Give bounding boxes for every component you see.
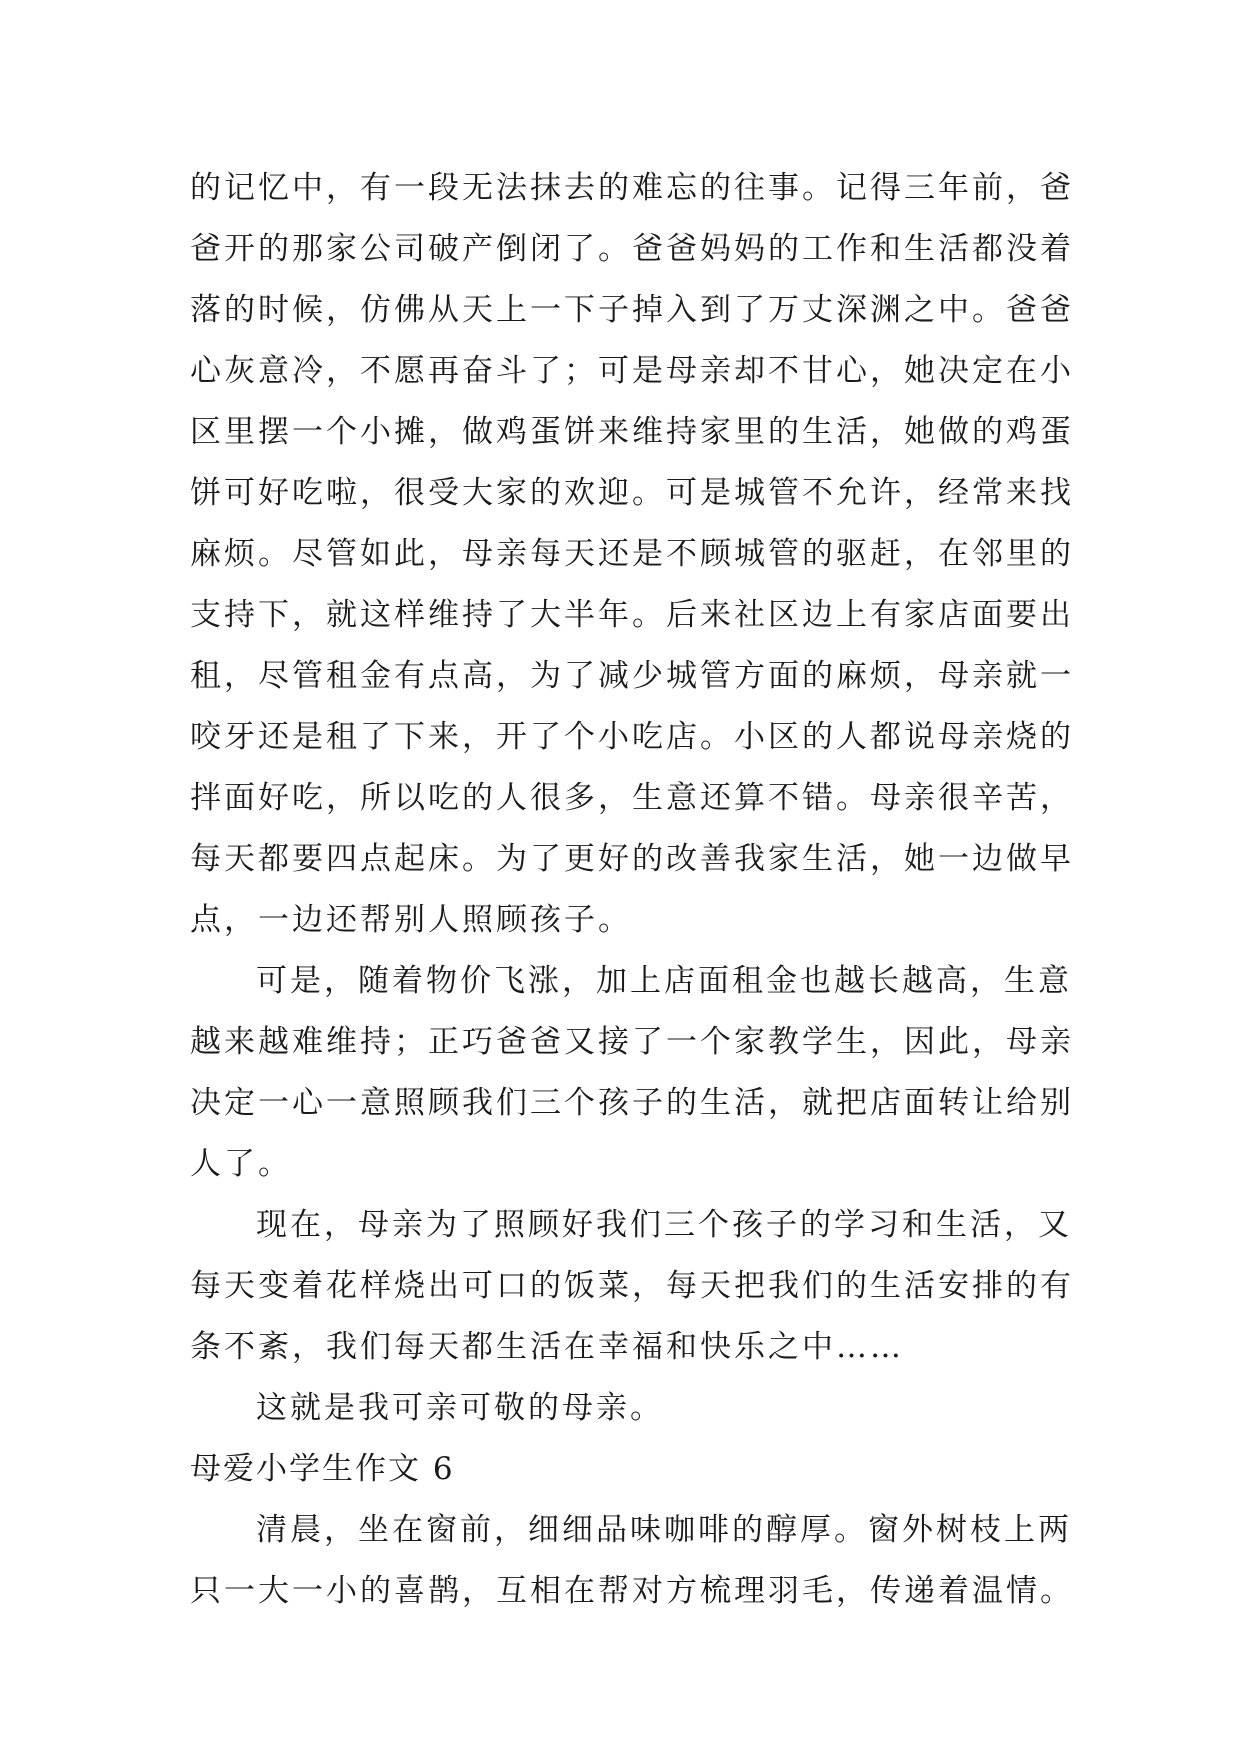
text-line: 每天都要四点起床。为了更好的改善我家生活，她一边做早	[190, 841, 1074, 877]
text-line: 人了。	[190, 1146, 292, 1182]
text-line: 麻烦。尽管如此，母亲每天还是不顾城管的驱赶，在邻里的	[190, 536, 1074, 572]
paragraph-3	[190, 1195, 1074, 1378]
text-line: 清晨，坐在窗前，细细品味咖啡的醇厚。窗外树枝上两	[256, 1512, 1072, 1548]
text-line: 决定一心一意照顾我们三个孩子的生活，就把店面转让给别	[190, 1085, 1074, 1121]
paragraph-5	[190, 1500, 1074, 1622]
text-line: 区里摆一个小摊，做鸡蛋饼来维持家里的生活，她做的鸡蛋	[190, 414, 1074, 450]
paragraph-1	[190, 158, 1074, 951]
text-line: 爸开的那家公司破产倒闭了。爸爸妈妈的工作和生活都没着	[190, 231, 1074, 267]
paragraph-2	[190, 951, 1074, 1195]
text-line: 饼可好吃啦，很受大家的欢迎。可是城管不允许，经常来找	[190, 475, 1074, 511]
text-line: 点，一边还帮别人照顾孩子。	[190, 902, 632, 938]
section-heading: 母爱小学生作文 6	[190, 1451, 455, 1487]
text-line: 这就是我可亲可敬的母亲。	[256, 1390, 664, 1426]
text-line: 可是，随着物价飞涨，加上店面租金也越长越高，生意	[256, 963, 1072, 999]
text-line: 的记忆中，有一段无法抹去的难忘的往事。记得三年前，爸	[190, 170, 1074, 206]
text-line: 支持下，就这样维持了大半年。后来社区边上有家店面要出	[190, 597, 1074, 633]
text-line: 条不紊，我们每天都生活在幸福和快乐之中……	[190, 1329, 904, 1365]
text-line: 只一大一小的喜鹊，互相在帮对方梳理羽毛，传递着温情。	[190, 1573, 1074, 1609]
text-line: 心灰意冷，不愿再奋斗了；可是母亲却不甘心，她决定在小	[190, 353, 1074, 389]
text-line: 拌面好吃，所以吃的人很多，生意还算不错。母亲很辛苦，	[190, 780, 1074, 816]
text-line: 每天变着花样烧出可口的饭菜，每天把我们的生活安排的有	[190, 1268, 1074, 1304]
text-line: 租，尽管租金有点高，为了减少城管方面的麻烦，母亲就一	[190, 658, 1074, 694]
document-body	[190, 158, 1074, 1622]
text-line: 现在，母亲为了照顾好我们三个孩子的学习和生活，又	[256, 1207, 1072, 1243]
text-line: 落的时候，仿佛从天上一下子掉入到了万丈深渊之中。爸爸	[190, 292, 1074, 328]
text-line: 咬牙还是租了下来，开了个小吃店。小区的人都说母亲烧的	[190, 719, 1074, 755]
paragraph-4	[190, 1378, 1070, 1439]
text-line: 越来越难维持；正巧爸爸又接了一个家教学生，因此，母亲	[190, 1024, 1074, 1060]
